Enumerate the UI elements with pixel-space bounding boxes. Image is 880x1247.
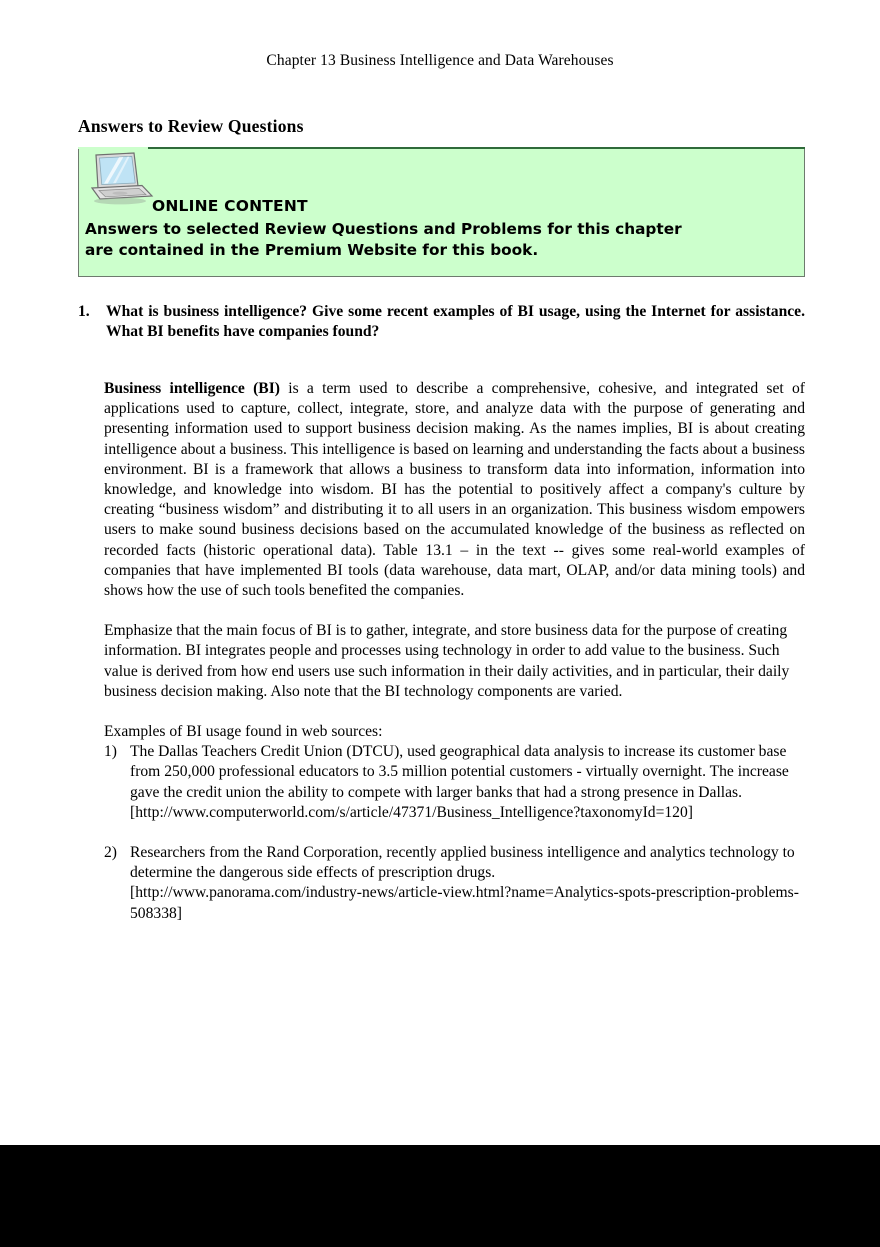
laptop-icon bbox=[86, 152, 156, 208]
callout-title: ONLINE CONTENT bbox=[152, 197, 308, 215]
question-answer-block bbox=[78, 302, 805, 924]
examples-lead: Examples of BI usage found in web sources: bbox=[104, 723, 383, 741]
answer-paragraph-2: Emphasize that the main focus of BI is to gather, integrate, and store business data for the purpose of creating information. BI integrates people and processes using technology in order to add value to the business. Such value is derived from how end users use such information in their daily activities, and in particular, their daily business decision making. Also note that the BI technology components are varied. bbox=[104, 622, 790, 700]
callout-body-line-1: Answers to selected Review Questions and Problems for this chapter bbox=[85, 220, 682, 238]
running-header: Chapter 13 Business Intelligence and Data Warehouses bbox=[266, 52, 614, 69]
page-title: Answers to Review Questions bbox=[78, 115, 304, 136]
list-item bbox=[104, 843, 805, 924]
list-item-url: [http://www.computerworld.com/s/article/47371/Business_Intelligence?taxonomyId=120] bbox=[130, 803, 693, 821]
list-item-text: The Dallas Teachers Credit Union (DTCU), used geographical data analysis to increase its customer base from 250,000 professional educators to 3.5 million potential customers - virtually overnight. The increase gave the credit union the ability to compete with larger banks that had a strong presence in Dallas. bbox=[130, 743, 789, 801]
examples-list bbox=[104, 742, 805, 924]
list-item-url: [http://www.panorama.com/industry-news/article-view.html?name=Analytics-spots-prescription-problems-508338] bbox=[130, 884, 799, 922]
list-item-text: Researchers from the Rand Corporation, recently applied business intelligence and analytics technology to determine the dangerous side effects of prescription drugs. bbox=[130, 844, 795, 882]
callout-top-rule bbox=[78, 147, 805, 149]
callout-top-rule-gap bbox=[78, 147, 148, 149]
list-item-body bbox=[130, 843, 805, 924]
review-question bbox=[78, 302, 805, 342]
question-number: 1. bbox=[78, 303, 90, 320]
callout-body bbox=[85, 219, 797, 261]
callout-body-line-2: are contained in the Premium Website for this book. bbox=[85, 241, 539, 259]
page-bottom-bar bbox=[0, 1145, 880, 1247]
answer-body bbox=[104, 379, 805, 924]
answer-paragraph-1-text: is a term used to describe a comprehensive, cohesive, and integrated set of applications used to capture, collect, integrate, store, and analyze data with the purpose of generating and presenting information used to support business decision making. As the names implies, BI is about creating intelligence about a business. This intelligence is based on learning and understanding the facts about a business environment. BI is a framework that allows a business to transform data into information, information into knowledge, and knowledge into wisdom. BI has the potential to positively affect a company's culture by creating “business wisdom” and distributing it to all users in an organization. This business wisdom empowers users to make sound business decisions based on the accumulated knowledge of the business as reflected on recorded facts (historic operational data). Table 13.1 – in the text -- gives some real-world examples of companies that have implemented BI tools (data warehouse, data mart, OLAP, and/or data mining tools) and shows how the use of such tools benefited the companies. bbox=[104, 380, 805, 600]
list-item bbox=[104, 742, 805, 823]
list-item-marker: 1) bbox=[104, 743, 117, 761]
answer-paragraph-1 bbox=[104, 379, 805, 601]
list-item-marker: 2) bbox=[104, 844, 117, 862]
callout-inner bbox=[79, 147, 804, 163]
list-item-body bbox=[130, 742, 805, 823]
question-text: What is business intelligence? Give some recent examples of BI usage, using the Internet for assistance. What BI benefits have companies found? bbox=[106, 303, 805, 340]
callout-top-rule-line bbox=[148, 147, 805, 149]
answer-paragraph-1-lead: Business intelligence (BI) bbox=[104, 380, 280, 397]
